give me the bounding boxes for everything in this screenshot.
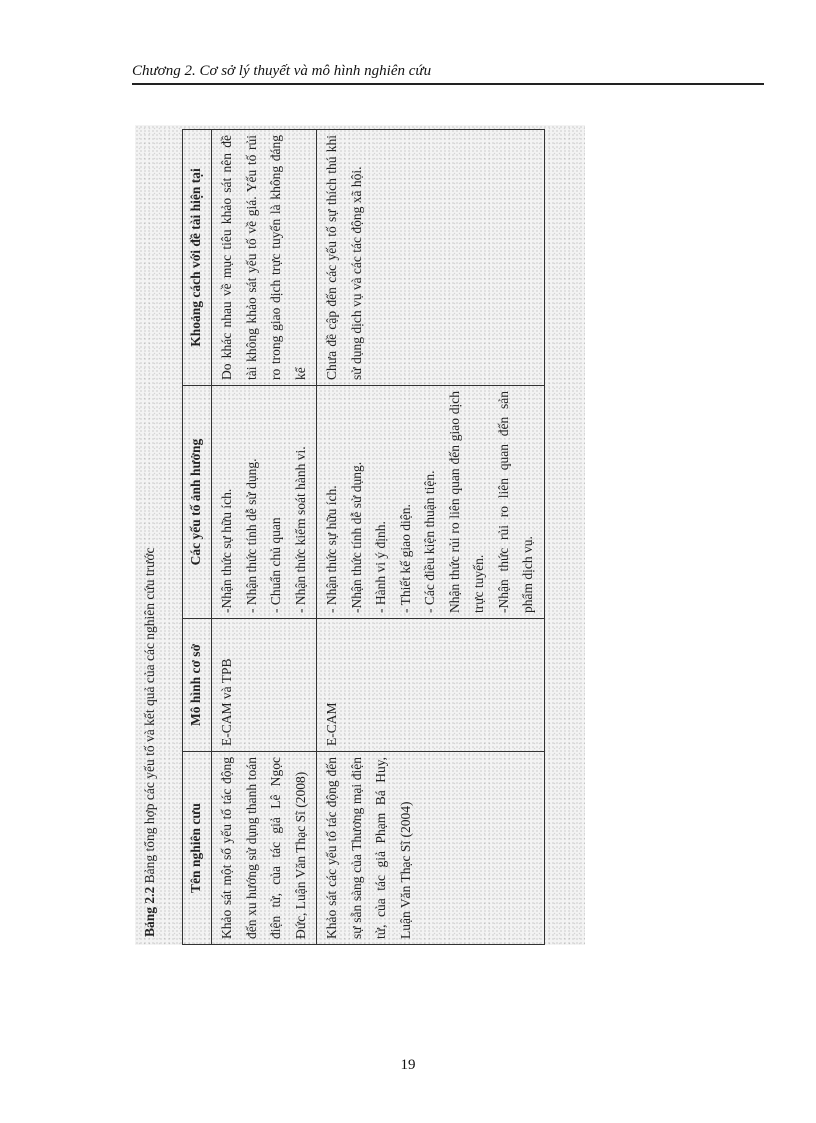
rotated-table-area [135,125,585,945]
gap-cell: Chưa đề cập đến các yếu tố sự thích thú khi sử dụng dịch vụ và các tác động xã hội. [317,130,545,386]
model-cell: E-CAM và TPB [212,619,317,752]
header-divider [132,83,764,85]
factor-item: - Nhận thức kiểm soát hành vi. [292,446,308,613]
factor-item: -Nhận thức rủi ro liên quan đến sản phẩm dịch vụ. [495,391,535,613]
factor-item: - Chuẩn chủ quan [268,517,283,613]
col-header-model: Mô hình cơ sở [183,619,212,752]
model-cell: E-CAM [317,619,545,752]
studies-table [182,129,545,945]
factor-item: - Các điều kiện thuận tiện. [422,470,437,613]
table-caption [141,137,159,937]
factors-cell [317,386,545,619]
factor-item: - Hành vi ý định. [373,521,388,613]
col-header-gap: Khoảng cách với đề tài hiện tại [183,130,212,386]
col-header-factors: Các yếu tố ảnh hưởng [183,386,212,619]
factors-cell [212,386,317,619]
factor-item: - Thiết kế giao diện. [397,504,413,613]
factor-item: -Nhận thức tính dễ sử dụng. [348,461,364,613]
study-cell: Khảo sát các yếu tố tác động đến sự sẵn sàng của Thương mại điện tử, của tác giả Phạm Bá Huy, Luận Văn Thạc Sĩ (2004) [317,752,545,945]
gap-cell: Do khác nhau về mục tiêu khảo sát nên đề tài không khảo sát yếu tố về giá. Yếu tố rủi ro trong giao dịch trực tuyến là không đáng kể [212,130,317,386]
page-number: 19 [400,1057,416,1073]
factor-item: -Nhận thức sự hữu ích. [219,488,234,613]
table-row [317,130,545,945]
chapter-header: Chương 2. Cơ sở lý thuyết và mô hình nghiên cứu [132,63,432,79]
table-header-row [183,130,212,945]
factor-item: - Nhận thức sự hữu ích. [324,485,339,613]
study-cell: Khảo sát một số yếu tố tác động đến xu hướng sử dụng thanh toán điện tử, của tác giả Lê Ngọc Đức, Luận Văn Thạc Sĩ (2008) [212,752,317,945]
table-caption-label: Bảng 2.2 [142,886,157,937]
factor-item: - Nhận thức tính dễ sử dụng. [243,458,259,613]
rotated-content [135,125,585,945]
table-caption-text: Bảng tổng hợp các yếu tố và kết quả của các nghiên cứu trước [142,547,157,887]
table-row [212,130,317,945]
factor-item: Nhận thức rủi ro liên quan đến giao dịch trực tuyến. [446,391,486,613]
col-header-study: Tên nghiên cưu [183,752,212,945]
